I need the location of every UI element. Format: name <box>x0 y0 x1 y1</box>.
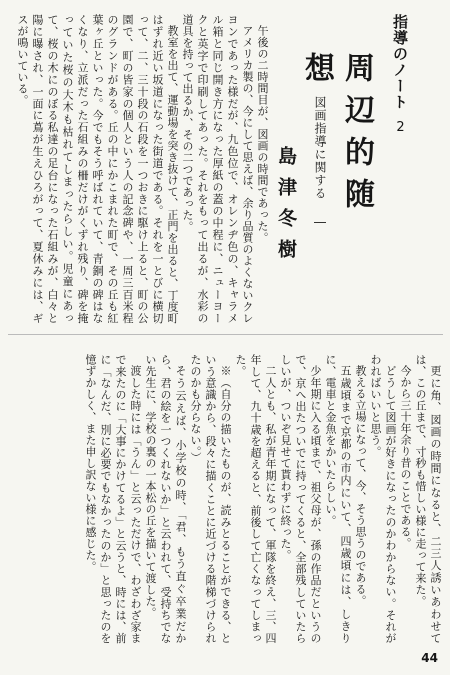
paragraph: 少年期に入る頃まで、祖父母が、孫の作品だというので、京へ出たついでに持ってくると、全部残していたらしいが、ついぞ見せて貰わずに終った。 <box>279 354 322 644</box>
paragraph: 教室を出て、運動場を突き抜けて、正門を出ると、丁度町はずれ近い坂道になった街道である。それを一とびに横切って、二、三十段の石段を一つおきに駆け上ると、町の公園で、町の皆家の個人という人の記念碑や、一周三百米程のグランドがある。丘の中にかこまれた町で、その丘も紅葉ヶ丘といった。今でもそう呼ばれていて、青銅の碑はなくなり、立派だった石組みの柵だけがくずれ残り、碑を掩っていた桜の大木も枯れてしまったらしい。児童にあって、桜の木にのぼる私達の足台になった石組みが、白々と陽に曝され、一面に蔦が生えひろがって、夏休みには、ギスが鳴いている。 <box>16 14 179 324</box>
paragraph: 午後の二時間目が、図画の時間であった。 <box>256 25 269 244</box>
section-divider <box>8 334 443 335</box>
article-title: 周辺的随想 <box>299 52 374 220</box>
paragraph: 更に角、図画の時間になると、二三人誘いあわせては、この丘まで、寸秒も惜しい様に走って来た。 <box>414 354 442 644</box>
upper-body-text <box>8 14 270 324</box>
paragraph: 今から三十年余り昔のことである。 <box>399 365 412 549</box>
series-header <box>380 14 420 204</box>
paragraph: 五歳頃まで京都の市内にいて、四歳頃には、しきりに、電車と金魚をかいたらしい。 <box>324 354 352 644</box>
paragraph: 二人とも、私が青年期になって、軍隊を終え、三、四年して、九十歳を超えると、前後して亡くなってしまった。 <box>234 354 277 644</box>
article-author: 島津冬樹 <box>275 146 297 270</box>
page-number: 44 <box>421 651 438 665</box>
paragraph: ※（自分の描いたものが、読みとることができる、という意識から、段々に描くことに近づける階梯づけられたのかも分らない。） <box>189 354 232 644</box>
series-number: 2 <box>393 120 408 136</box>
paragraph: そう云えば、小学校の時、「君、もう直ぐ卒業だから、君の絵を一つくれないか」と云われて、受持ちでない先生に、学校の裏の一本松の丘を描いて渡した。 <box>144 354 187 644</box>
paragraph: 渡した時には「うん」と云っただけで、わざわざ家まで来たのに「大事にかけてるよ」と云うと、時には、前に「なんだ、別に必要でもなかったのか」と思ったのを憶ずかしく、また申し訳ない様に感じた。 <box>84 354 142 644</box>
article-subtitle: ― 図画指導に関する ― <box>313 66 327 230</box>
paragraph: 教える立場になって、今、そう思うのである。 <box>354 365 367 607</box>
paragraph: どうして図画が好きになったのかわからない。それがわればいいと思う。 <box>369 354 397 644</box>
lower-body-text <box>8 354 443 644</box>
paragraph: アメリカ製の、今にして思えば、余り品質のよくないクレヨンであった様だが、九色位で、オレンヂ色の、キャラメル箱と同じ開き方になった厚紙の蓋の中程に、ニューヨークと英字で印刷してあった。それをもって出るが、水彩の道具を持って出るか、その二つであった。 <box>181 14 254 324</box>
series-title: 指導のノート <box>391 14 409 110</box>
